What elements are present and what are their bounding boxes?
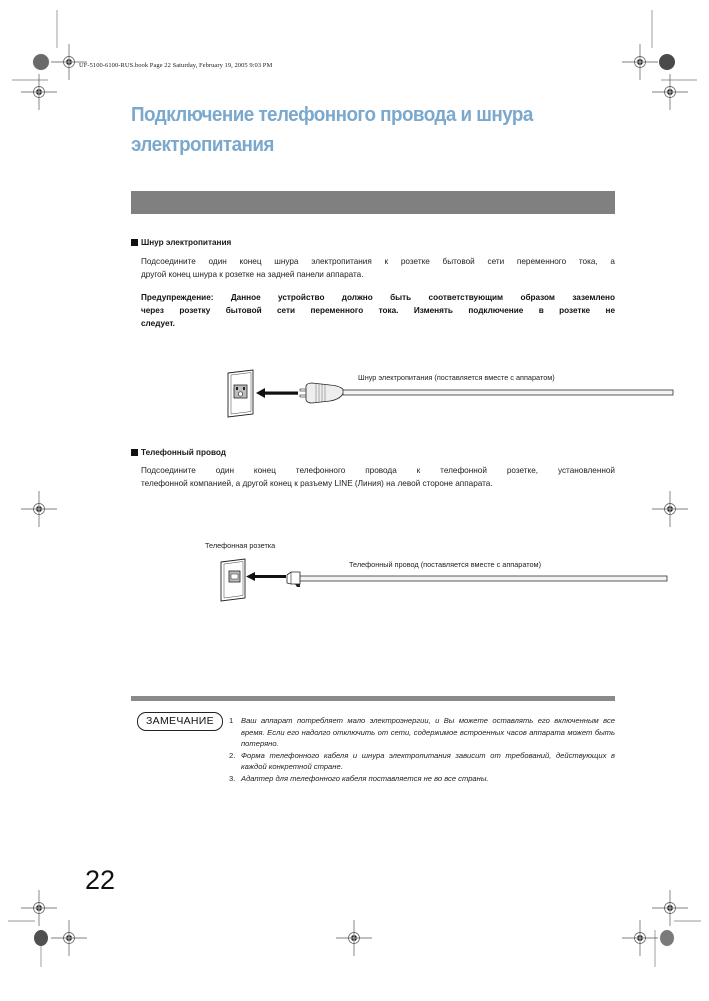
crosshair-circle-icon xyxy=(652,491,688,527)
text-line: следует. xyxy=(141,319,175,328)
note-item-text: Форма телефонного кабеля и шнура электропитания зависит от требований, действующих в каждой конкретной стране. xyxy=(241,750,615,771)
note-badge: ЗАМЕЧАНИЕ xyxy=(137,712,223,731)
note-item xyxy=(229,715,615,750)
crosshair-circle-icon xyxy=(336,920,372,956)
crosshair-circle-icon xyxy=(652,74,688,110)
print-header: UF-5100-6100-RUS.book Page 22 Saturday, February 19, 2005 9:03 PM xyxy=(79,62,273,69)
section-heading-phone xyxy=(131,448,226,457)
section-band xyxy=(131,191,615,214)
square-bullet-icon xyxy=(131,239,138,246)
section-heading-text: Телефонный провод xyxy=(141,448,227,457)
crosshair-circle-icon xyxy=(622,920,658,956)
filled-circle-icon xyxy=(659,54,675,70)
phone-jack-label: Телефонная розетка xyxy=(205,541,276,550)
power-cord xyxy=(343,390,673,395)
crosshair-circle-icon xyxy=(652,890,688,926)
power-instructions xyxy=(141,255,615,281)
section-heading-text: Шнур электропитания xyxy=(141,238,232,247)
power-plug-icon xyxy=(300,383,344,403)
note-item-number: 2. xyxy=(229,750,236,760)
note-item xyxy=(229,750,615,773)
text-line: телефонной компанией, а другой конец к разъему LINE (Линия) на левой стороне аппарата. xyxy=(141,479,493,488)
modular-plug-icon xyxy=(287,572,300,587)
filled-circle-icon xyxy=(34,930,48,946)
text-line: через розетку бытовой сети переменного тока. Изменять подключение в розетке не xyxy=(141,306,615,315)
page-title-line: Подключение телефонного провода и шнура xyxy=(131,103,533,126)
text-line: Подсоедините один конец телефонного провода к телефонной розетке, установленной xyxy=(141,466,615,475)
crosshair-circle-icon xyxy=(21,890,57,926)
note-list xyxy=(229,715,615,784)
text-line: другой конец шнура к розетке на задней панели аппарата. xyxy=(141,270,364,279)
text-line: Подсоедините один конец шнура электропитания к розетке бытовой сети переменного тока, а xyxy=(141,257,615,266)
crosshair-circle-icon xyxy=(622,44,658,80)
square-bullet-icon xyxy=(131,449,138,456)
crosshair-circle-icon xyxy=(21,74,57,110)
power-cord-caption: Шнур электропитания (поставляется вместе с аппаратом) xyxy=(358,373,555,382)
phone-instructions xyxy=(141,464,615,490)
arrow-left-icon xyxy=(246,572,286,581)
page-number: 22 xyxy=(85,865,116,895)
note-item xyxy=(229,773,615,785)
page-title xyxy=(131,100,591,160)
text-line: Предупреждение: Данное устройство должно быть соответствующим образом заземлено xyxy=(141,293,615,302)
note-item-number: 1 xyxy=(229,716,234,725)
note-item-text: Адаптер для телефонного кабеля поставляется не во все страны. xyxy=(241,773,489,783)
wall-outlet-icon xyxy=(228,370,253,417)
note-divider xyxy=(131,696,615,701)
phone-cord xyxy=(300,576,667,581)
crosshair-circle-icon xyxy=(21,491,57,527)
section-heading-power xyxy=(131,238,231,247)
phone-jack-icon xyxy=(221,559,245,601)
crosshair-circle-icon xyxy=(51,920,87,956)
grounding-warning xyxy=(141,291,615,330)
arrow-left-icon xyxy=(256,388,298,398)
note-item-number: 3. xyxy=(229,773,236,783)
phone-cord-caption: Телефонный провод (поставляется вместе с аппаратом) xyxy=(349,560,541,569)
page-title-line: электропитания xyxy=(131,133,274,156)
note-item-text: Ваш аппарат потребляет мало электроэнергии, и Вы можете оставлять его включенным все время. Если его надолго отключить от сети, содержимое встроенных часов аппарата может быть потеряно. xyxy=(241,716,615,748)
